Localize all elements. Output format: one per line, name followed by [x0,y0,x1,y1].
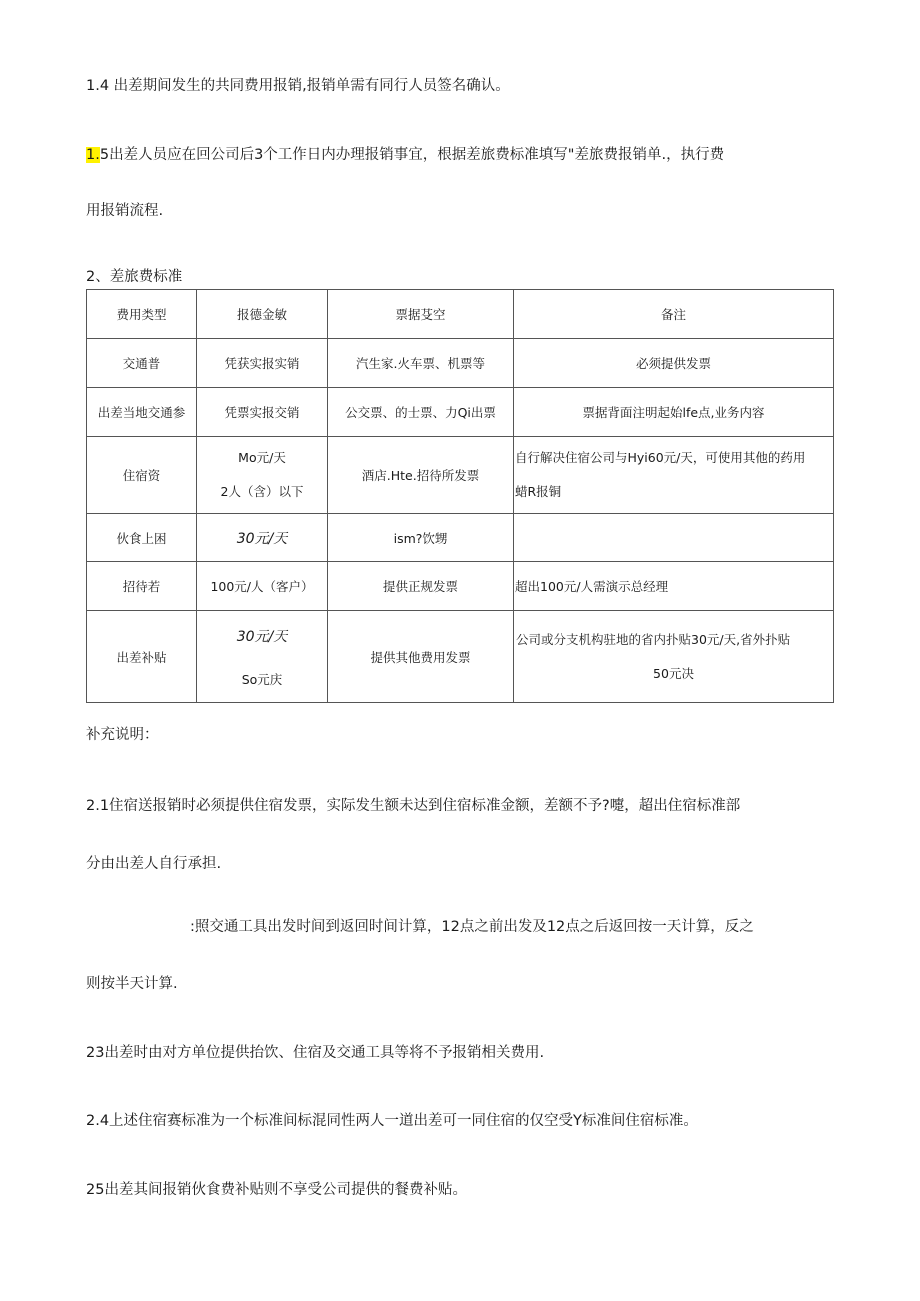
amount-line: So元庆 [241,671,283,687]
remark-cell [514,437,834,514]
amount-cell: 凭票实报交销 [197,388,328,437]
amount-line: 2人（含）以下 [220,484,304,499]
type-cell: 伙食上困 [87,514,197,562]
receipt-cell: 汽生家.火车票、机票等 [328,339,514,388]
amount-cell: 30元/天 [197,514,328,562]
table-row [87,437,834,514]
expense-standard-table [86,289,834,703]
header-cell: 票据芟空 [328,290,514,339]
receipt-cell: 提供正规发票 [328,562,514,611]
remark-cell [514,514,834,562]
remark-line: 50元决 [653,665,694,681]
header-cell: 备注 [514,290,834,339]
amount-line: Mo元/天 [238,450,286,465]
para-1-5-text: 5出差人员应在回公司后3个工作日内办理报销事宜，根据差旅费标准填写"差旅费报销单.，执行费 [99,147,725,163]
remark-line: 公司或分支机构驻地的省内扑贴30元/天,省外扑贴 [516,631,791,647]
amount-cell [197,437,328,514]
type-cell: 招待若 [87,562,197,611]
type-cell: 住宿资 [87,437,197,514]
remark-line: 蜡R报铜 [515,484,562,499]
table-row [87,562,834,611]
para-2-2-line2: 则按半天计算. [86,976,178,992]
remark-cell [514,611,834,703]
amount-line: 30元/天 [236,628,288,645]
remark-cell: 超出100元/人需演示总经理 [514,562,834,611]
remark-line: 自行解决住宿公司与Hyi60元/天，可使用其他的药用 [515,450,806,465]
table-row [87,339,834,388]
table-header-row [87,290,834,339]
remark-cell: 票据背面注明起始lfe点,业务内容 [514,388,834,437]
table-row [87,611,834,703]
amount-cell [197,611,328,703]
remark-cell: 必须提供发票 [514,339,834,388]
para-2-5: 25出差其间报销伙食费补贴则不享受公司提供的餐费补贴。 [86,1182,467,1198]
type-cell: 交通普 [87,339,197,388]
header-cell: 报德金敏 [197,290,328,339]
table-row [87,388,834,437]
table-row [87,514,834,562]
receipt-cell: 公交票、的士票、力Qi出票 [328,388,514,437]
amount-cell: 100元/人（客户） [197,562,328,611]
type-cell: 出差当地交通参 [87,388,197,437]
highlight-mark: 1. [86,147,100,163]
receipt-cell: 酒店.Hte.招待所发票 [328,437,514,514]
para-1-5-line2: 用报销流程. [86,203,164,219]
amount-cell: 凭获实报实销 [197,339,328,388]
supplement-title: 补充说明： [86,727,159,743]
para-2-4: 2.4上述住宿赛标准为一个标准间标混同性两人一道出差可一同住宿的仅空受Y标准间住宿标准。 [86,1113,698,1129]
section-2-title: 2、差旅费标准 [86,269,183,285]
para-2-1-line1: 2.1住宿送报销时必须提供住宿发票，实际发生额未达到住宿标准金额，差额不予?嚏，超出住宿标准部 [86,798,741,814]
header-cell: 费用类型 [87,290,197,339]
receipt-cell: ism?饮甥 [328,514,514,562]
type-cell: 出差补贴 [87,611,197,703]
para-2-1-line2: 分由出差人自行承担. [86,856,222,872]
para-1-4: 1.4 出差期间发生的共同费用报销,报销单需有同行人员签名确认。 [86,78,510,94]
receipt-cell: 提供其他费用发票 [328,611,514,703]
para-2-2-line1: :照交通工具出发时间到返回时间计算，12点之前出发及12点之后返回按一天计算，反之 [190,919,754,935]
para-1-5-line1 [86,145,724,165]
para-2-3: 23出差时由对方单位提供抬饮、住宿及交通工具等将不予报销相关费用. [86,1045,545,1061]
